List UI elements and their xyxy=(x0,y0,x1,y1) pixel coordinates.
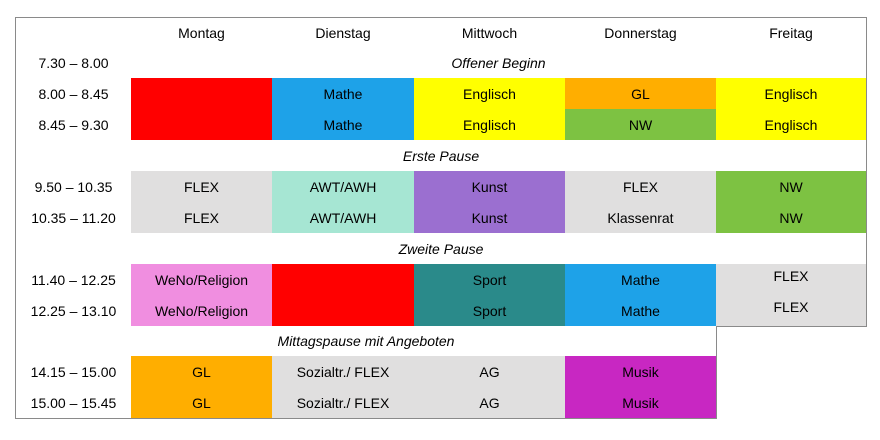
time-label: 7.30 – 8.00 xyxy=(15,47,132,79)
lesson-cell: Sport xyxy=(414,264,566,296)
time-label: 11.40 – 12.25 xyxy=(15,264,132,296)
lesson-cell: FLEX xyxy=(716,295,867,327)
header-mittwoch: Mittwoch xyxy=(414,17,566,48)
lesson-cell: Mathe xyxy=(272,109,415,141)
lesson-cell: FLEX xyxy=(131,171,273,203)
time-label: 12.25 – 13.10 xyxy=(15,295,132,327)
time-label: 8.00 – 8.45 xyxy=(15,78,132,110)
lesson-cell: Kunst xyxy=(414,171,566,203)
lesson-cell: WeNo/Religion xyxy=(131,295,273,327)
lesson-cell: WeNo/Religion xyxy=(131,264,273,296)
lesson-cell: Kunst xyxy=(414,202,566,234)
lesson-cell: Sozialtr./ FLEX xyxy=(272,356,415,388)
lesson-cell: Mathe xyxy=(272,78,415,110)
lesson-cell: AWT/AWH xyxy=(272,171,415,203)
time-label: 9.50 – 10.35 xyxy=(15,171,132,203)
lesson-cell: NW xyxy=(565,109,717,141)
lesson-cell: Deutsch xyxy=(131,78,273,110)
header-corner xyxy=(15,17,132,48)
header-freitag: Freitag xyxy=(716,17,867,48)
lesson-cell: FLEX xyxy=(565,171,717,203)
time-label: 10.35 – 11.20 xyxy=(15,202,132,234)
lesson-cell: Musik xyxy=(565,356,717,388)
lesson-cell: Deutsch xyxy=(272,264,415,296)
lesson-cell: Sport xyxy=(414,295,566,327)
break-row: Zweite Pause xyxy=(15,233,867,265)
slot-label: Offener Beginn xyxy=(131,47,867,79)
break-row: Erste Pause xyxy=(15,140,867,172)
lesson-cell: Mathe xyxy=(565,264,717,296)
lesson-cell: Englisch xyxy=(716,109,867,141)
lesson-cell: Deutsch xyxy=(131,109,273,141)
lesson-cell: AG xyxy=(414,387,566,419)
header-donnerstag: Donnerstag xyxy=(565,17,717,48)
lesson-cell: Mathe xyxy=(565,295,717,327)
lesson-cell: Englisch xyxy=(414,78,566,110)
header-montag: Montag xyxy=(131,17,273,48)
header-dienstag: Dienstag xyxy=(272,17,415,48)
lesson-cell: Sozialtr./ FLEX xyxy=(272,387,415,419)
lesson-cell: Klassenrat xyxy=(565,202,717,234)
lesson-cell: AG xyxy=(414,356,566,388)
time-label: 8.45 – 9.30 xyxy=(15,109,132,141)
lesson-cell: FLEX xyxy=(716,264,867,296)
lesson-cell: Englisch xyxy=(414,109,566,141)
lesson-cell: NW xyxy=(716,202,867,234)
lesson-cell: Musik xyxy=(565,387,717,419)
lesson-cell: GL xyxy=(131,387,273,419)
lesson-cell: Englisch xyxy=(716,78,867,110)
time-label: 14.15 – 15.00 xyxy=(15,356,132,388)
lesson-cell: NW xyxy=(716,171,867,203)
lesson-cell: GL xyxy=(565,78,717,110)
lunch-row: Mittagspause mit Angeboten xyxy=(15,326,717,357)
lesson-cell: GL xyxy=(131,356,273,388)
lesson-cell: Deutsch xyxy=(272,295,415,327)
lesson-cell: FLEX xyxy=(131,202,273,234)
time-label: 15.00 – 15.45 xyxy=(15,387,132,419)
lesson-cell: AWT/AWH xyxy=(272,202,415,234)
